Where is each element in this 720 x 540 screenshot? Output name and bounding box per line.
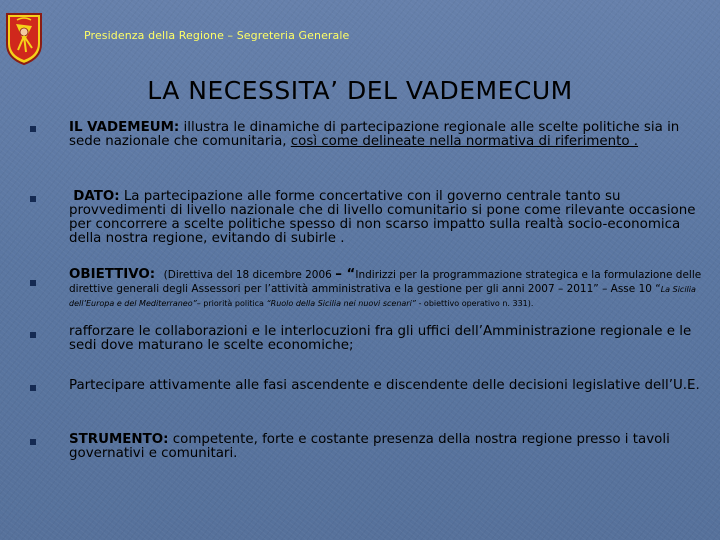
bullet-label: DATO:: [73, 189, 120, 204]
priority-label: priorità politica: [200, 299, 267, 308]
bullet-marker: [30, 196, 36, 202]
bullet-partecipare: [69, 379, 705, 393]
bullet-marker: [30, 280, 36, 286]
asse-title: La Sicilia dell’Europa e del Mediterraneo”–: [69, 285, 696, 308]
objective-ref: - obiettivo operativo n. 331).: [415, 299, 534, 308]
priority-title: “Ruolo della Sicilia nei nuovi scenari”: [266, 299, 416, 308]
bullet-marker: [30, 385, 36, 391]
bullet-text: rafforzare le collaborazioni e le interlocuzioni fra gli uffici dell’Amministrazione regionale e le sedi dove maturano le scelte economiche;: [69, 324, 692, 353]
bullet-text: competente, forte e costante presenza della nostra regione presso i tavoli governativi e comunitari.: [69, 432, 670, 461]
bullet-label: OBIETTIVO:: [69, 267, 156, 282]
bullet-text-underlined: così come delineate nella normativa di riferimento .: [290, 134, 639, 149]
directive-dash: – “: [335, 267, 356, 282]
bullet-vademecum: [69, 121, 705, 149]
bullet-label: STRUMENTO:: [69, 432, 169, 447]
slide-title: LA NECESSITA’ DEL VADEMECUM: [147, 76, 573, 105]
bullet-text: La partecipazione alle forme concertative con il governo centrale tanto su provvedimenti di livello nazionale che di livello comunitario si pone come rilevante occasione per concorrere a scelte politiche spesso di non scarso impatto sulla realtà socio-economica della nostra regione, evitando di subirle .: [69, 189, 696, 246]
directive-ref-cont: Indirizzi per la programmazione strategica e la formulazione delle direttive generali degli Assessori per l’attività amministrativa e la gestione per gli anni 2007 – 2011” – Asse 10 “: [69, 269, 702, 295]
bullet-marker: [30, 126, 36, 132]
bullet-text: Partecipare attivamente alle fasi ascendente e discendente delle decisioni legislative dell’U.E.: [69, 378, 700, 393]
bullet-label: IL VADEMEUM:: [69, 120, 180, 135]
bullet-strumento: [69, 433, 705, 461]
bullet-text: illustra le dinamiche di partecipazione regionale alle scelte politiche sia in sede nazionale che comunitaria,: [69, 120, 680, 149]
bullet-obiettivo: [69, 268, 705, 310]
header-organization: Presidenza della Regione – Segreteria Generale: [84, 29, 350, 42]
bullet-rafforzare: [69, 325, 705, 353]
directive-ref: (Direttiva del 18 dicembre 2006: [163, 269, 336, 281]
region-logo: [4, 10, 44, 66]
bullet-marker: [30, 332, 36, 338]
bullet-marker: [30, 439, 36, 445]
bullet-dato: [69, 190, 705, 246]
